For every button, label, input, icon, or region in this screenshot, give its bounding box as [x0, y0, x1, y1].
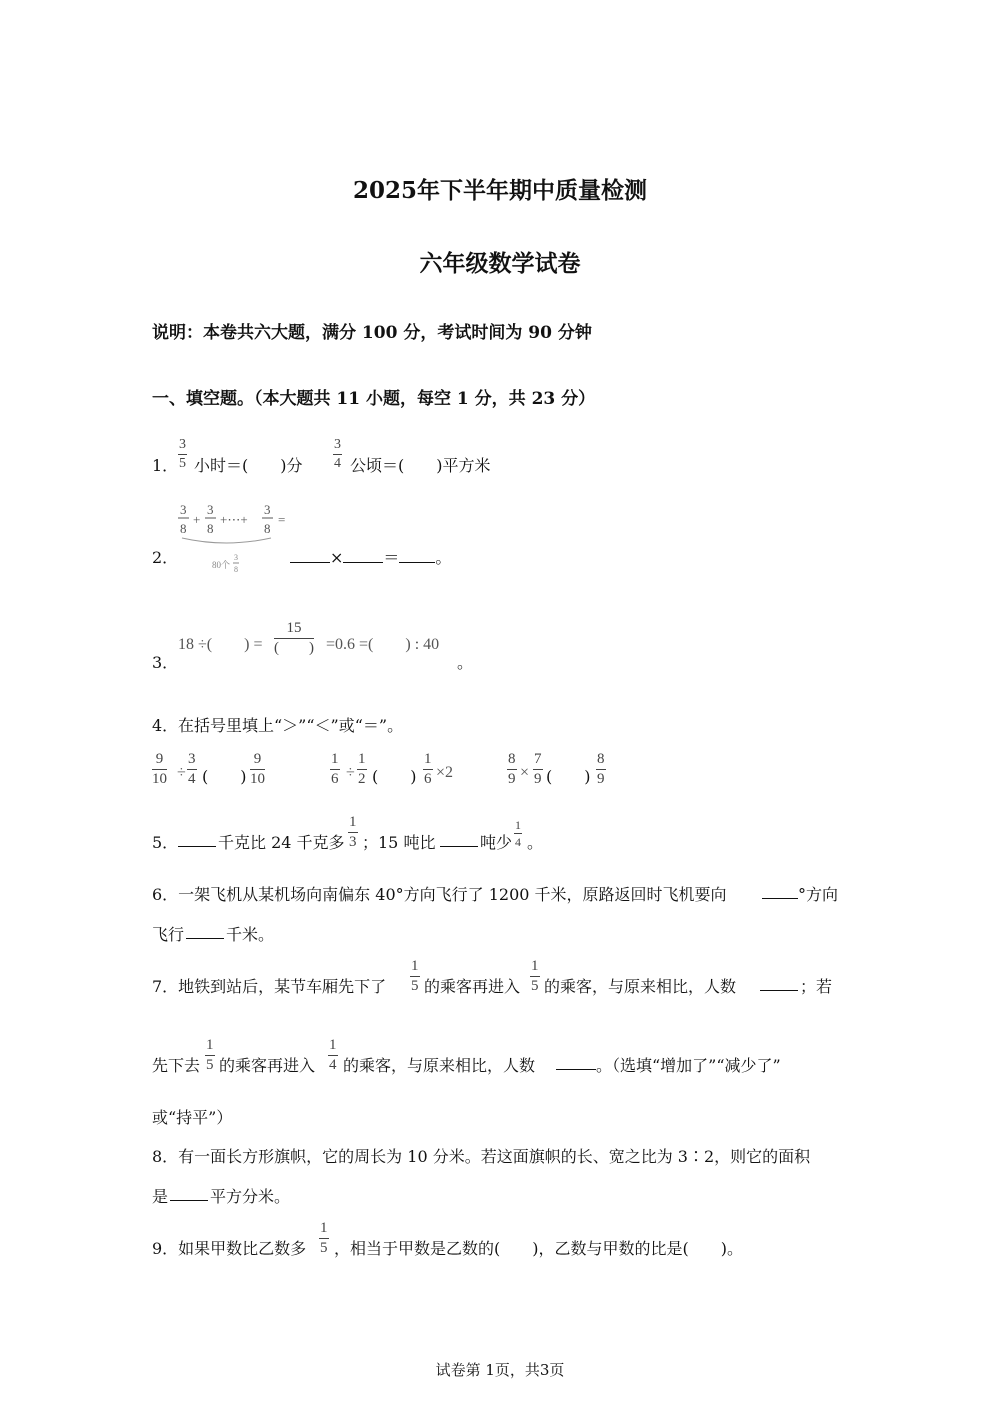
fraction: $\frac{9}{10}$ — [152, 751, 167, 787]
equation-part: 18 ÷( ) = — [178, 636, 263, 653]
svg-text:3: 3 — [234, 553, 238, 562]
equation-part: =0.6 =( ) : 40 — [326, 636, 440, 653]
question-text: ；15 吨比 — [362, 833, 436, 852]
answer-blank[interactable] — [186, 924, 224, 939]
svg-text:+⋯+: +⋯+ — [220, 512, 248, 527]
question-number: 1． — [152, 456, 179, 475]
question-text: 在括号里填上“＞”“＜”或“＝”。 — [178, 716, 404, 735]
answer-paren[interactable]: ( ) — [372, 767, 417, 786]
answer-blank[interactable] — [290, 548, 330, 563]
fraction: $\frac{1}{5}$ — [206, 1037, 214, 1073]
question-text: 7．地铁到站后，某节车厢先下了 — [152, 977, 387, 996]
question-text: 公顷＝( )平方米 — [350, 456, 491, 475]
fraction: $\frac{1}{4}$ — [329, 1037, 337, 1073]
fraction: $\frac{1}{5}$ — [320, 1220, 328, 1256]
sentence-end: 。 — [457, 653, 474, 672]
page-footer: 试卷第 1页，共3页 — [435, 1361, 565, 1379]
fraction: $\frac{8}{9}$ — [597, 751, 605, 787]
fraction: $\frac{7}{9}$ — [534, 751, 542, 787]
question-text: °方向 — [798, 885, 839, 904]
question-text: 吨少 — [480, 833, 513, 852]
svg-text:80个: 80个 — [212, 560, 231, 570]
answer-blank[interactable] — [440, 832, 478, 847]
answer-blank[interactable] — [762, 884, 798, 899]
question-text: ，相当于甲数是乙数的( )，乙数与甲数的比是( )。 — [334, 1239, 743, 1258]
question-text: 先下去 — [152, 1056, 201, 1075]
svg-text:8: 8 — [264, 521, 271, 536]
answer-blank[interactable] — [343, 548, 383, 563]
svg-text:8: 8 — [207, 521, 214, 536]
question-text: 是 — [152, 1187, 169, 1206]
question-text: 6．一架飞机从某机场向南偏东 40°方向飞行了 1200 千米，原路返回时飞机要向 — [152, 885, 727, 904]
svg-text:3: 3 — [264, 502, 271, 517]
exam-title: 2025年下半年期中质量检测 — [352, 177, 647, 204]
answer-blank[interactable] — [178, 832, 216, 847]
question-text: 千米。 — [226, 925, 275, 944]
question-number: 3． — [152, 653, 179, 672]
answer-blank[interactable] — [170, 1186, 208, 1201]
fraction: $\frac{1}{3}$ — [349, 814, 357, 850]
operator: ×2 — [436, 764, 454, 781]
question-text: 的乘客再进入 — [424, 977, 521, 996]
question-text: 8．有一面长方形旗帜，它的周长为 10 分米。若这面旗帜的长、宽之比为 3∶2，则它的面积 — [152, 1147, 811, 1166]
answer-paren[interactable]: ( ) — [546, 767, 591, 786]
question-text: 9．如果甲数比乙数多 — [152, 1239, 307, 1258]
question-text: 的乘客，与原来相比，人数 — [343, 1056, 536, 1075]
section-heading: 一、填空题。（本大题共 11 小题，每空 1 分，共 23 分） — [152, 389, 596, 409]
fraction: $\frac{1}{6}$ — [331, 751, 339, 787]
question-number: 2． — [152, 548, 179, 567]
question-text: 千克比 24 千克多 — [218, 833, 345, 852]
question-text: 小时＝( )分 — [194, 456, 303, 475]
sentence-end: 。 — [527, 833, 544, 852]
blank-expression: × ＝ 。 — [290, 545, 451, 568]
operator: ÷ — [346, 764, 355, 781]
svg-text:3: 3 — [207, 502, 214, 517]
fraction: $\frac{1}{4}$ — [515, 818, 521, 849]
fraction: 15 ( ) — [274, 620, 314, 656]
answer-blank[interactable] — [399, 548, 435, 563]
exam-subtitle: 六年级数学试卷 — [419, 250, 581, 277]
fraction: $\frac{3}{4}$ — [334, 437, 341, 471]
question-text: 飞行 — [152, 925, 185, 944]
fraction: $\frac{1}{6}$ — [424, 751, 432, 787]
svg-text:+: + — [193, 512, 201, 527]
instructions: 说明：本卷共六大题，满分 100 分，考试时间为 90 分钟 — [152, 323, 592, 343]
fraction: $\frac{1}{2}$ — [358, 751, 366, 787]
question-text: 。（选填“增加了”“减少了” — [596, 1056, 781, 1075]
question-text: 的乘客再进入 — [219, 1056, 316, 1075]
answer-paren[interactable]: ( ) — [202, 767, 247, 786]
fraction: $\frac{1}{5}$ — [531, 958, 539, 994]
operator: × — [520, 764, 530, 781]
question-text: ；若 — [800, 977, 833, 996]
fraction: $\frac{3}{5}$ — [179, 437, 186, 471]
question-text: 平方分米。 — [210, 1187, 291, 1206]
fraction: $\frac{3}{4}$ — [188, 751, 196, 787]
question-text: 的乘客，与原来相比，人数 — [544, 977, 737, 996]
question-text: 或“持平”） — [152, 1108, 233, 1127]
answer-blank[interactable] — [760, 976, 798, 991]
svg-text:3: 3 — [180, 502, 187, 517]
sum-expression-image — [176, 500, 296, 580]
svg-text:8: 8 — [234, 565, 238, 574]
svg-text:8: 8 — [180, 521, 187, 536]
svg-text:=: = — [278, 512, 286, 527]
question-number: 5． — [152, 833, 179, 852]
fraction: $\frac{8}{9}$ — [508, 751, 516, 787]
answer-blank[interactable] — [556, 1055, 596, 1070]
operator: ÷ — [177, 764, 186, 781]
fraction: $\frac{9}{10}$ — [250, 751, 265, 787]
fraction: $\frac{1}{5}$ — [411, 958, 419, 994]
question-number: 4． — [152, 716, 179, 735]
